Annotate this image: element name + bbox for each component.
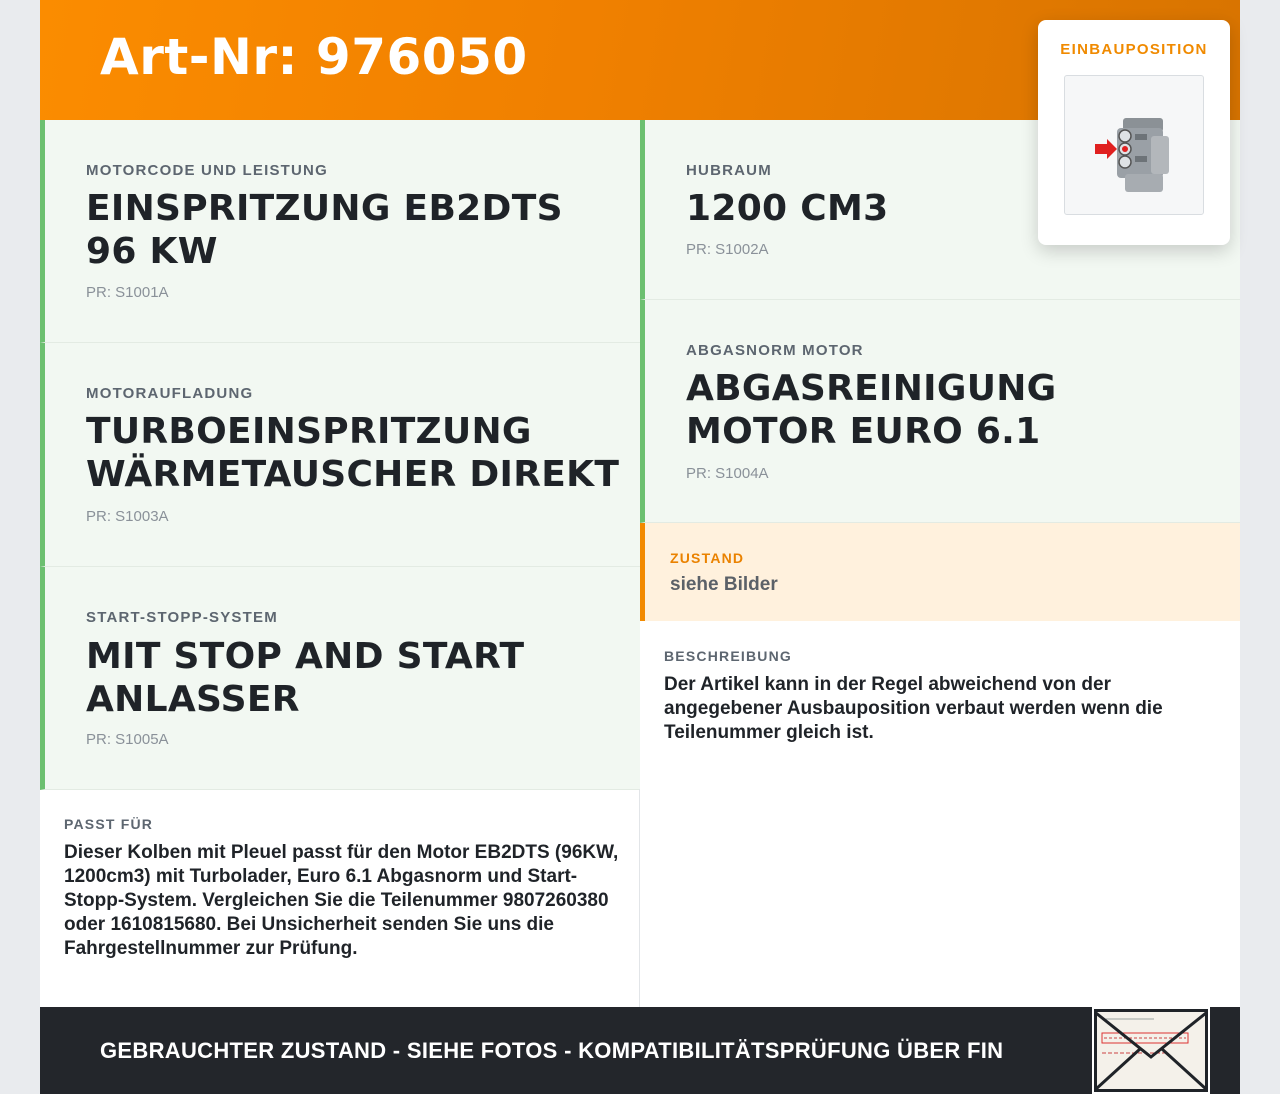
zustand-value: siehe Bilder	[670, 574, 778, 595]
spec-pr-code: PR: S1005A	[86, 731, 169, 748]
envelope-icon[interactable]	[1092, 1007, 1210, 1094]
spec-label: MOTORAUFLADUNG	[86, 385, 254, 402]
spec-value: ABGASREINIGUNG MOTOR EURO 6.1	[686, 368, 1057, 452]
spec-card-start-stopp	[40, 567, 640, 790]
article-number: Art-Nr: 976050	[100, 28, 528, 86]
spec-value: TURBOEINSPRITZUNG WÄRMETAUSCHER DIREKT	[86, 411, 620, 495]
product-sheet	[40, 0, 1240, 1094]
spec-pr-code: PR: S1004A	[686, 465, 769, 482]
spec-card-motorcode	[40, 120, 640, 343]
spec-label: START-STOPP-SYSTEM	[86, 609, 278, 626]
spec-card-abgasnorm	[640, 300, 1240, 523]
passt-fuer-section	[64, 816, 624, 961]
spec-label: MOTORCODE UND LEISTUNG	[86, 162, 328, 179]
passt-fuer-label: PASST FÜR	[64, 816, 154, 832]
spec-card-motoraufladung	[40, 343, 640, 567]
engine-illustration	[1065, 76, 1203, 214]
einbauposition-label: EINBAUPOSITION	[1060, 41, 1208, 58]
engine-position-image[interactable]	[1064, 75, 1204, 215]
column-divider	[639, 789, 640, 1007]
einbauposition-card	[1038, 20, 1230, 245]
spec-pr-code: PR: S1001A	[86, 284, 169, 301]
footer-bar	[40, 1007, 1240, 1094]
beschreibung-section	[664, 648, 1224, 745]
spec-pr-code: PR: S1003A	[86, 508, 169, 525]
envelope-graphic	[1094, 1009, 1208, 1092]
spec-value: 1200 CM3	[686, 188, 889, 229]
spec-label: HUBRAUM	[686, 162, 772, 179]
passt-fuer-text: Dieser Kolben mit Pleuel passt für den Motor EB2DTS (96KW, 1200cm3) mit Turbolader, Euro 6.1 Abgasnorm und Start-Stopp-System. Vergleichen Sie die Teilenummer 9807260380 oder 1610815680. Bei Unsicherheit senden Sie uns die Fahrgestellnummer zur Prüfung.	[64, 842, 619, 959]
spec-pr-code: PR: S1002A	[686, 241, 769, 258]
zustand-label: ZUSTAND	[670, 550, 745, 566]
beschreibung-text: Der Artikel kann in der Regel abweichend von der angegebener Ausbauposition verbaut werden wenn die Teilenummer gleich ist.	[664, 674, 1163, 743]
spec-label: ABGASNORM MOTOR	[686, 342, 864, 359]
spec-value: EINSPRITZUNG EB2DTS 96 KW	[86, 188, 563, 272]
beschreibung-label: BESCHREIBUNG	[664, 648, 792, 664]
spec-value: MIT STOP AND START ANLASSER	[86, 636, 525, 720]
zustand-box	[640, 523, 1240, 621]
footer-text: GEBRAUCHTER ZUSTAND - SIEHE FOTOS - KOMPATIBILITÄTSPRÜFUNG ÜBER FIN	[100, 1038, 1004, 1063]
